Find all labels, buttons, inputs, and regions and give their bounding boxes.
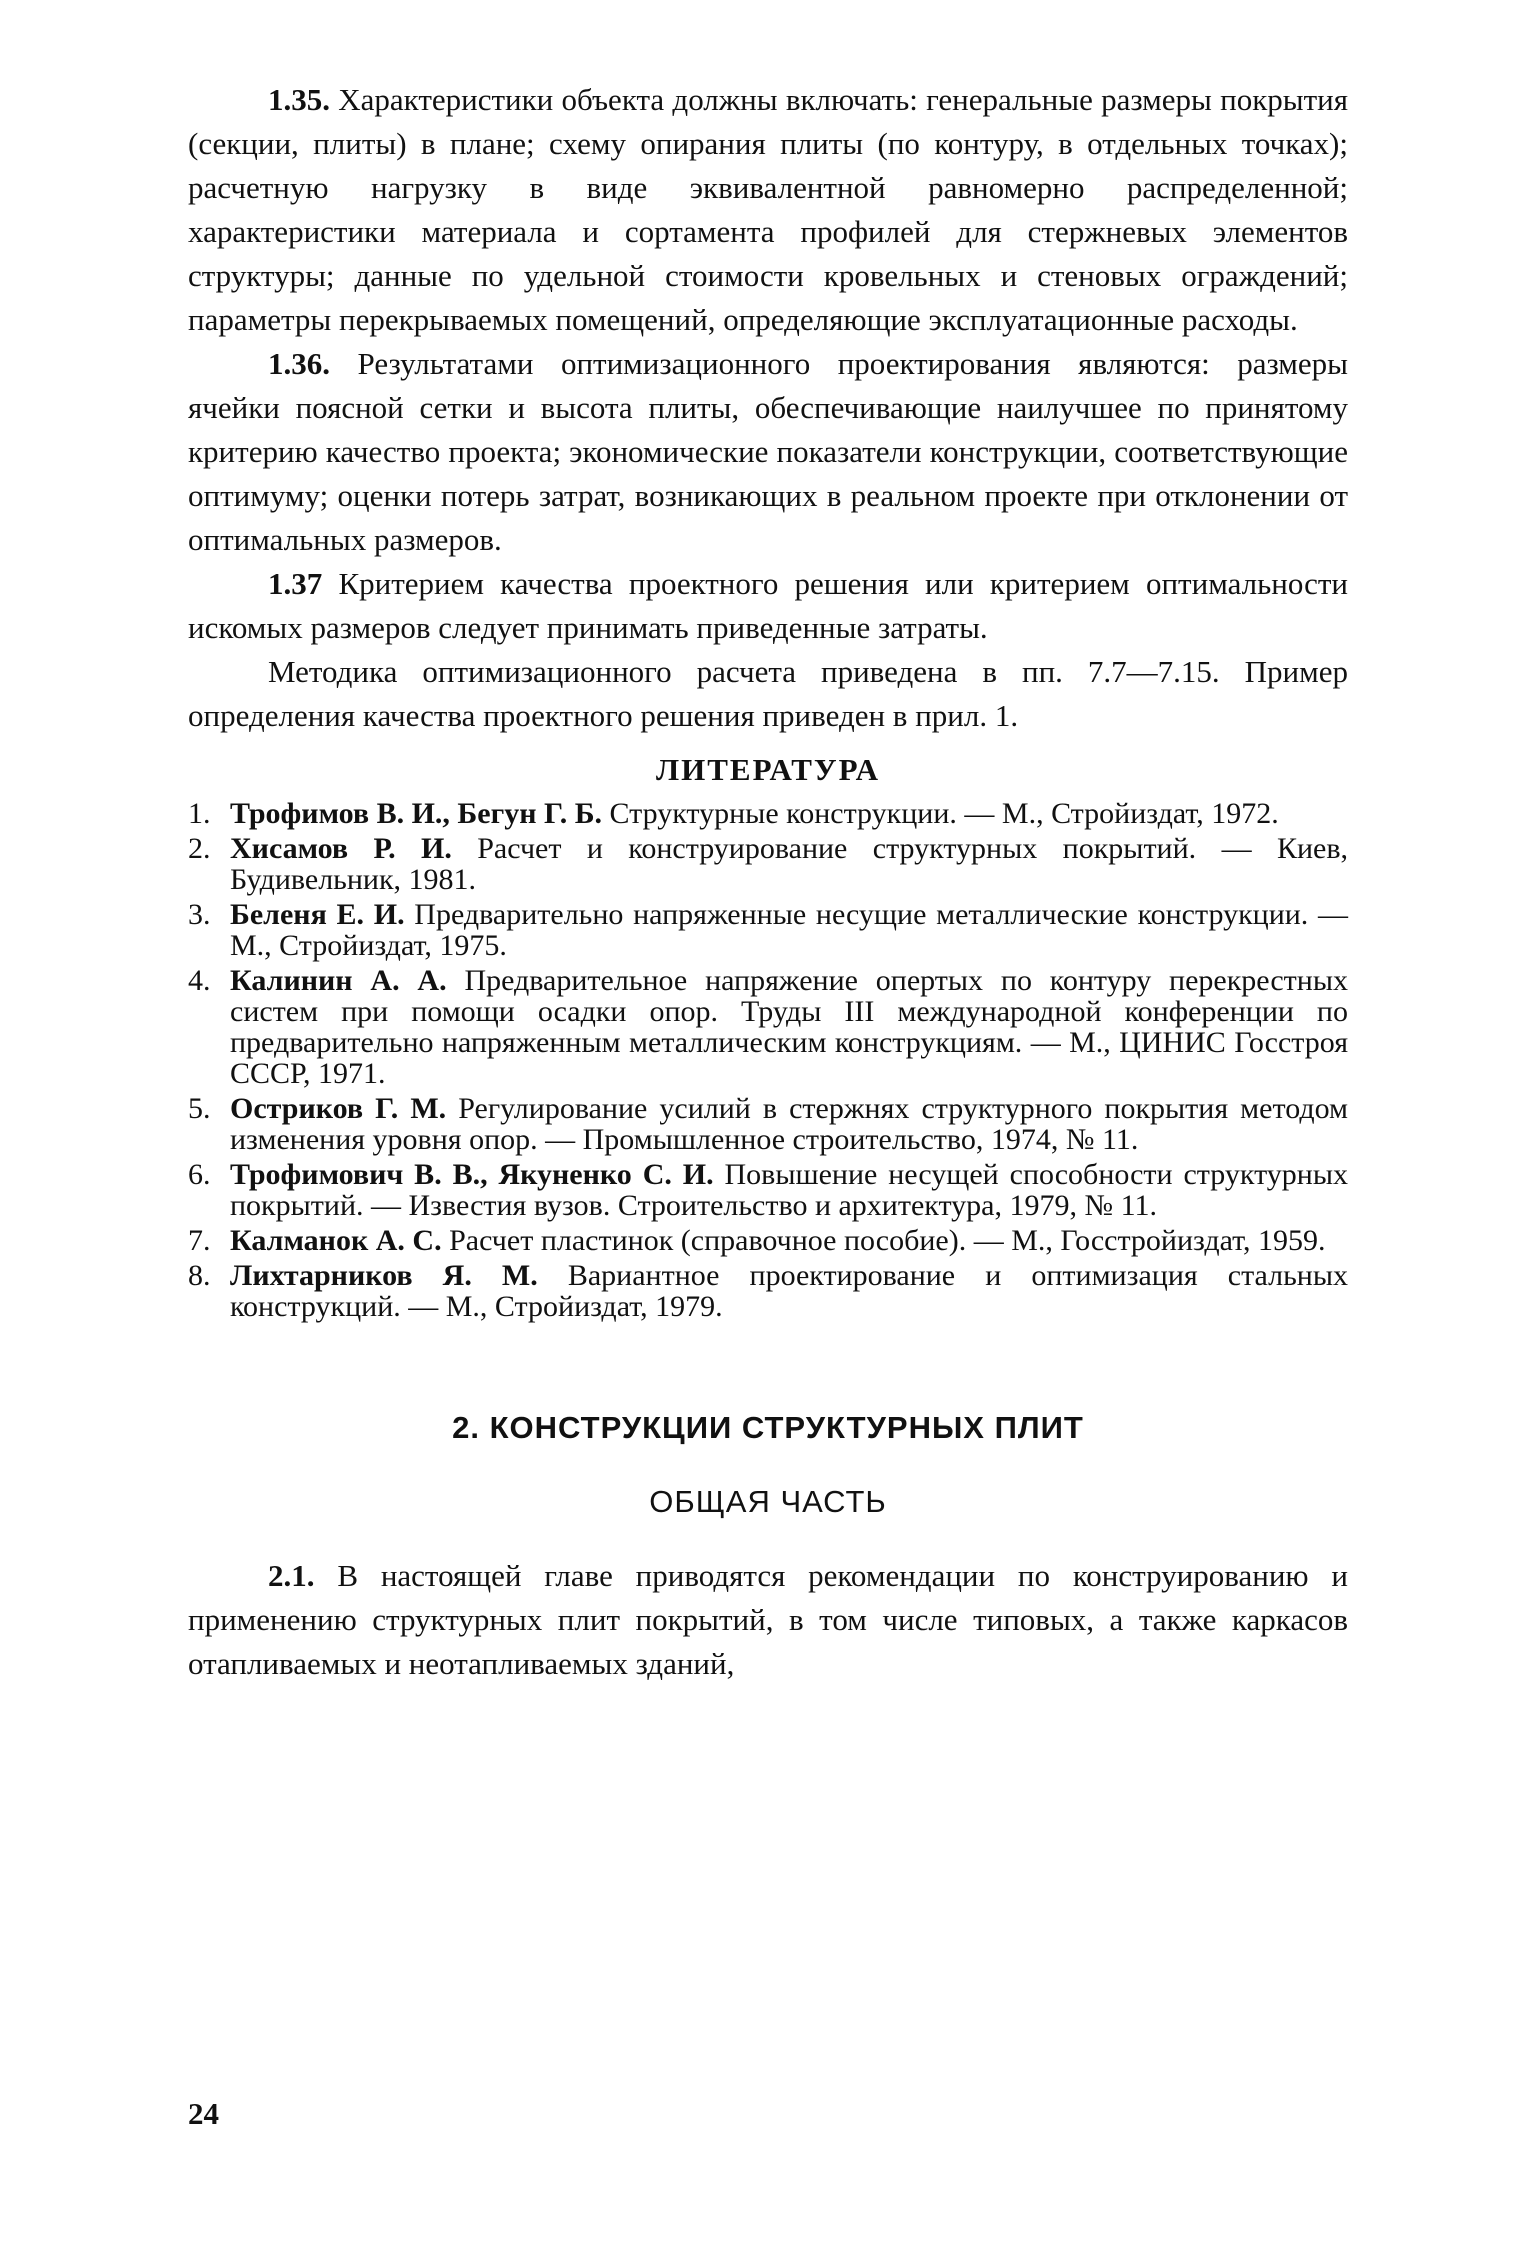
clause-number: 2.1. xyxy=(268,1558,315,1593)
clause-text: Критерием качества проектного решения или критерием оптимальности искомых размеров следует принимать приведенные затраты. xyxy=(188,566,1348,645)
reference-title: Предварительное напряжение опертых по контуру перекрестных систем при помощи осадки опор. Труды III международной конференции по предварительно напряженным металлическим конструкциям. — М., ЦИНИС Госстроя СССР, 1971. xyxy=(230,964,1348,1090)
paragraph-methodology xyxy=(188,650,1348,738)
page-content xyxy=(188,78,1348,1686)
reference-item xyxy=(188,833,1348,895)
reference-author: Хисамов Р. И. xyxy=(230,832,452,865)
paragraph-1-37 xyxy=(188,562,1348,650)
paragraph-1-36 xyxy=(188,342,1348,562)
reference-title: Предварительно напряженные несущие металлические конструкции. — М., Стройиздат, 1975. xyxy=(230,898,1349,962)
clause-number: 1.35. xyxy=(268,82,330,117)
chapter-title: 2. КОНСТРУКЦИИ СТРУКТУРНЫХ ПЛИТ xyxy=(452,1410,1084,1445)
reference-number: 4. xyxy=(188,964,211,997)
reference-title: Расчет и конструирование структурных покрытий. — Киев, Будивельник, 1981. xyxy=(230,832,1349,896)
reference-number: 5. xyxy=(188,1092,211,1125)
reference-author: Калманок А. С. xyxy=(230,1224,442,1257)
reference-author: Трофимович В. В., Якуненко С. И. xyxy=(230,1158,714,1191)
reference-author: Беленя Е. И. xyxy=(230,898,405,931)
reference-list xyxy=(188,798,1348,1322)
page-number: 24 xyxy=(188,2096,219,2131)
reference-item xyxy=(188,899,1348,961)
reference-title: Вариантное проектирование и оптимизация стальных конструкций. — М., Стройиздат, 1979. xyxy=(230,1259,1349,1323)
reference-title: Повышение несущей способности структурных покрытий. — Известия вузов. Строительство и архитектура, 1979, № 11. xyxy=(230,1158,1348,1222)
reference-author: Лихтарников Я. М. xyxy=(230,1259,538,1292)
reference-item xyxy=(188,1260,1348,1322)
reference-item xyxy=(188,1225,1348,1256)
reference-item xyxy=(188,1093,1348,1155)
reference-number: 1. xyxy=(188,797,211,830)
reference-author: Трофимов В. И., Бегун Г. Б. xyxy=(230,797,603,830)
reference-title: Структурные конструкции. — М., Стройиздат, 1972. xyxy=(609,797,1279,830)
reference-author: Калинин А. А. xyxy=(230,964,447,997)
reference-number: 8. xyxy=(188,1259,211,1292)
reference-item xyxy=(188,798,1348,829)
clause-text: Результатами оптимизационного проектирования являются: размеры ячейки поясной сетки и высота плиты, обеспечивающие наилучшее по принятому критерию качество проекта; экономические показатели конструкции, соответствующие оптимуму; оценки потерь затрат, возникающих в реальном проекте при отклонении от оптимальных размеров. xyxy=(188,346,1349,557)
reference-number: 3. xyxy=(188,898,211,931)
literature-heading: ЛИТЕРАТУРА xyxy=(656,752,880,787)
clause-text: В настоящей главе приводятся рекомендации по конструированию и применению структурных плит покрытий, в том числе типовых, а также каркасов отапливаемых и неотапливаемых зданий, xyxy=(188,1558,1348,1681)
reference-author: Остриков Г. М. xyxy=(230,1092,447,1125)
reference-number: 6. xyxy=(188,1158,211,1191)
reference-item xyxy=(188,965,1348,1089)
section-subtitle: ОБЩАЯ ЧАСТЬ xyxy=(649,1484,887,1519)
clause-number: 1.36. xyxy=(268,346,330,381)
clause-text: Характеристики объекта должны включать: генеральные размеры покрытия (секции, плиты) в плане; схему опирания плиты (по контуру, в отдельных точках); расчетную нагрузку в виде эквивалентной равномерно распределенной; характеристики материала и сортамента профилей для стержневых элементов структуры; данные по удельной стоимости кровельных и стеновых ограждений; параметры перекрываемых помещений, определяющие эксплуатационные расходы. xyxy=(188,82,1349,337)
clause-number: 1.37 xyxy=(268,566,323,601)
paragraph-2-1 xyxy=(188,1554,1348,1686)
reference-number: 7. xyxy=(188,1224,211,1257)
reference-title: Расчет пластинок (справочное пособие). — М., Госстройиздат, 1959. xyxy=(449,1224,1326,1257)
reference-title: Регулирование усилий в стержнях структурного покрытия методом изменения уровня опор. — Промышленное строительство, 1974, № 11. xyxy=(230,1092,1349,1156)
reference-number: 2. xyxy=(188,832,211,865)
paragraph-1-35 xyxy=(188,78,1348,342)
clause-text: Методика оптимизационного расчета приведена в пп. 7.7—7.15. Пример определения качества проектного решения приведен в прил. 1. xyxy=(188,654,1348,733)
reference-item xyxy=(188,1159,1348,1221)
